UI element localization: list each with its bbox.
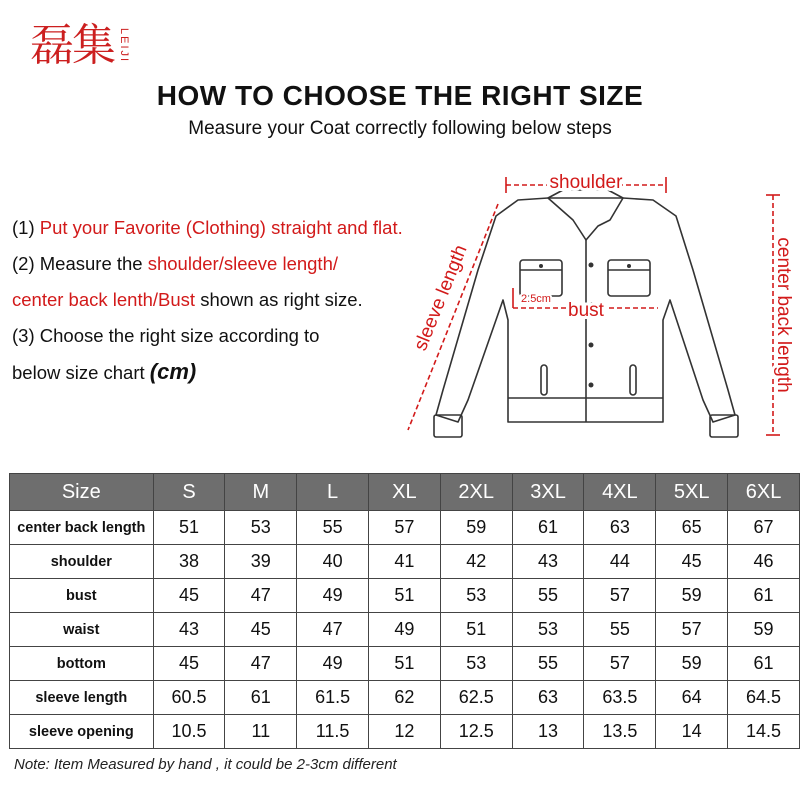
table-cell: 61 [728, 579, 800, 613]
table-cell: 44 [584, 545, 656, 579]
shoulder-label: shoulder [549, 172, 623, 193]
table-cell: 40 [297, 545, 369, 579]
table-cell: 60.5 [153, 681, 225, 715]
table-cell: 42 [440, 545, 512, 579]
table-cell: 61 [225, 681, 297, 715]
size-header-cell: M [225, 474, 297, 511]
table-cell: 39 [225, 545, 297, 579]
row-label: shoulder [10, 545, 154, 579]
table-cell: 47 [225, 647, 297, 681]
table-row [10, 715, 800, 749]
table-row [10, 613, 800, 647]
step-3-line-2: below size chart [12, 362, 150, 383]
table-cell: 49 [297, 579, 369, 613]
size-chart [9, 473, 800, 749]
table-cell: 55 [297, 511, 369, 545]
sleeve-length-label: sleeve length [410, 242, 472, 354]
table-cell: 55 [512, 647, 584, 681]
logo-chinese-text: 磊集 [30, 20, 114, 71]
table-cell: 53 [225, 511, 297, 545]
table-cell: 62 [369, 681, 441, 715]
step-2-red-part-1: shoulder/sleeve length/ [147, 253, 339, 274]
measurement-note: Note: Item Measured by hand , it could be 2-3cm different [14, 756, 397, 773]
table-cell: 47 [225, 579, 297, 613]
step-2-prefix: Measure the [39, 253, 148, 274]
table-cell: 53 [512, 613, 584, 647]
table-cell: 64 [656, 681, 728, 715]
table-cell: 46 [728, 545, 800, 579]
size-header-cell: 5XL [656, 474, 728, 511]
table-cell: 55 [584, 613, 656, 647]
table-row [10, 579, 800, 613]
table-cell: 59 [656, 647, 728, 681]
row-label: sleeve length [10, 681, 154, 715]
table-cell: 10.5 [153, 715, 225, 749]
table-cell: 67 [728, 511, 800, 545]
table-cell: 59 [440, 511, 512, 545]
row-label: bust [10, 579, 154, 613]
size-header-cell: XL [369, 474, 441, 511]
table-cell: 43 [153, 613, 225, 647]
table-cell: 11 [225, 715, 297, 749]
size-header-cell: 6XL [728, 474, 800, 511]
table-cell: 57 [369, 511, 441, 545]
table-cell: 49 [297, 647, 369, 681]
size-header-cell: 2XL [440, 474, 512, 511]
table-cell: 41 [369, 545, 441, 579]
table-cell: 59 [656, 579, 728, 613]
row-label: sleeve opening [10, 715, 154, 749]
table-cell: 12 [369, 715, 441, 749]
table-cell: 63.5 [584, 681, 656, 715]
size-table [9, 473, 800, 749]
table-cell: 45 [153, 579, 225, 613]
brand-logo [30, 18, 130, 74]
table-cell: 62.5 [440, 681, 512, 715]
table-cell: 61 [728, 647, 800, 681]
size-header-row [10, 474, 800, 511]
table-cell: 38 [153, 545, 225, 579]
size-header-corner: Size [10, 474, 154, 511]
table-cell: 43 [512, 545, 584, 579]
table-cell: 64.5 [728, 681, 800, 715]
size-header-cell: S [153, 474, 225, 511]
row-label: center back length [10, 511, 154, 545]
table-row [10, 511, 800, 545]
size-header-cell: L [297, 474, 369, 511]
table-row [10, 681, 800, 715]
table-cell: 55 [512, 579, 584, 613]
row-label: waist [10, 613, 154, 647]
table-cell: 57 [584, 579, 656, 613]
size-header-cell: 3XL [512, 474, 584, 511]
row-label: bottom [10, 647, 154, 681]
step-2-number: (2) [12, 253, 40, 274]
table-cell: 45 [153, 647, 225, 681]
logo-latin-text: LEIJI [118, 28, 130, 64]
table-cell: 61 [512, 511, 584, 545]
table-cell: 12.5 [440, 715, 512, 749]
size-header-cell: 4XL [584, 474, 656, 511]
table-cell: 65 [656, 511, 728, 545]
page-title: HOW TO CHOOSE THE RIGHT SIZE [156, 80, 644, 111]
bust-offset-label: 2.5cm [521, 293, 551, 305]
table-cell: 51 [440, 613, 512, 647]
table-cell: 51 [369, 579, 441, 613]
table-cell: 51 [153, 511, 225, 545]
table-cell: 59 [728, 613, 800, 647]
step-3-number: (3) [12, 325, 40, 346]
table-row [10, 545, 800, 579]
table-cell: 13.5 [584, 715, 656, 749]
table-cell: 63 [584, 511, 656, 545]
step-1-number: (1) [12, 217, 40, 238]
step-3-line-1: Choose the right size according to [39, 325, 320, 346]
step-2-suffix: shown as right size. [195, 289, 363, 310]
table-row [10, 647, 800, 681]
center-back-length-label: center back length [773, 237, 794, 393]
bust-label: bust [568, 300, 604, 321]
table-cell: 13 [512, 715, 584, 749]
step-3-unit: (cm) [149, 359, 197, 384]
table-cell: 57 [656, 613, 728, 647]
jacket-measurement-diagram [398, 160, 798, 460]
table-cell: 47 [297, 613, 369, 647]
table-cell: 63 [512, 681, 584, 715]
table-cell: 45 [225, 613, 297, 647]
table-cell: 14 [656, 715, 728, 749]
table-cell: 53 [440, 579, 512, 613]
step-1-text: Put your Favorite (Clothing) straight and flat. [39, 217, 403, 238]
jacket-buttons [539, 263, 631, 388]
table-cell: 57 [584, 647, 656, 681]
table-cell: 45 [656, 545, 728, 579]
table-cell: 49 [369, 613, 441, 647]
table-cell: 14.5 [728, 715, 800, 749]
table-cell: 51 [369, 647, 441, 681]
step-2-red-part-2: center back lenth/Bust [12, 289, 196, 310]
table-cell: 11.5 [297, 715, 369, 749]
page-subtitle: Measure your Coat correctly following below steps [188, 118, 612, 139]
table-cell: 61.5 [297, 681, 369, 715]
table-cell: 53 [440, 647, 512, 681]
